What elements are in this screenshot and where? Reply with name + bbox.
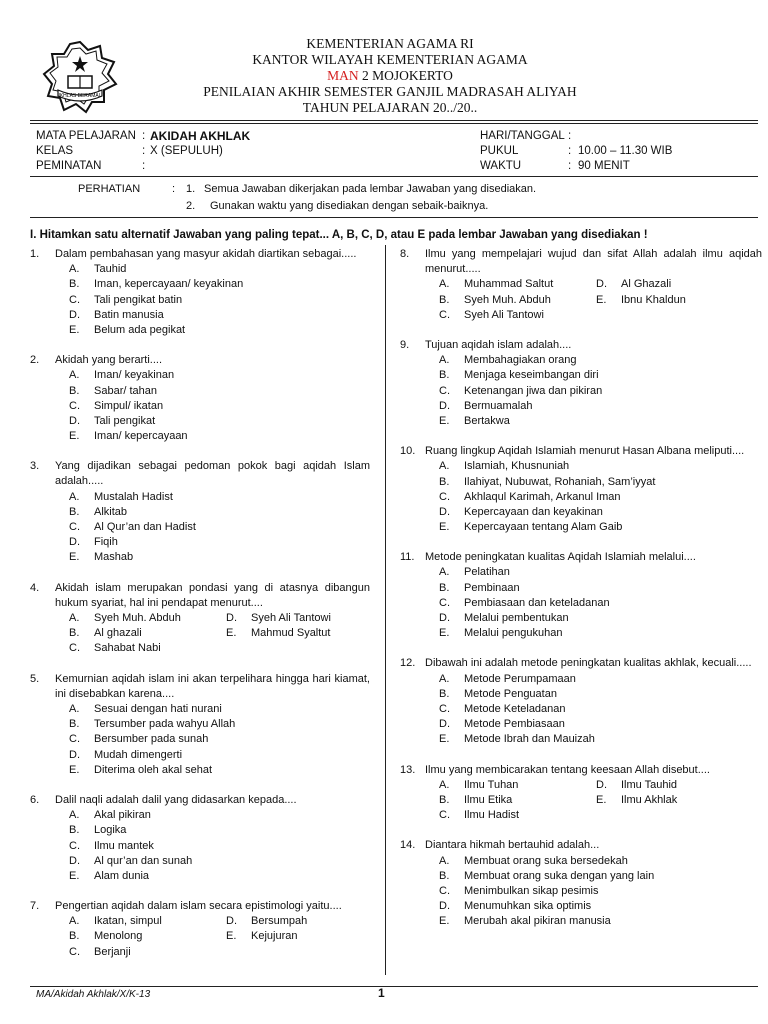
answer-option: A. Islamiah, Khusnuniah (439, 460, 570, 473)
question-4 (30, 581, 370, 657)
question-text: Akidah islam merupakan pondasi yang di atasnya dibangun hukum syariat, hal ini pendapat menurut.... (55, 581, 370, 609)
question-number: 6. (30, 793, 40, 806)
regional-office-title: KANTOR WILAYAH KEMENTERIAN AGAMA (252, 52, 528, 67)
question-11 (400, 550, 762, 641)
answer-option: D. Melalui pembentukan (439, 612, 569, 625)
answer-option: E. Mahmud Syaltut (226, 627, 331, 640)
question-number: 2. (30, 354, 40, 367)
answer-option: C. Ketenangan jiwa dan pikiran (439, 384, 603, 397)
answer-option: C. Tali pengikat batin (69, 293, 183, 306)
questions-right-column (400, 247, 762, 944)
question-number: 1. (30, 248, 40, 260)
question-number: 14. (400, 839, 416, 852)
question-text: Dibawah ini adalah metode peningkatan kualitas akhlak, kecuali..... (425, 657, 752, 670)
exam-header (150, 36, 630, 116)
question-number: 7. (30, 900, 40, 913)
answer-option: E. Kepercayaan tentang Alam Gaib (439, 521, 623, 534)
answer-option: E. Iman/ kepercayaan (69, 430, 188, 443)
question-text: Ruang lingkup Aqidah Islamiah menurut Hasan Albana meliputi.... (425, 445, 745, 458)
answer-option: A. Ilmu Tuhan (439, 778, 519, 791)
answer-option: A. Mustalah Hadist (69, 490, 173, 503)
answer-option: A. Membahagiakan orang (439, 354, 577, 367)
question-text: Akidah yang berarti.... (55, 354, 163, 367)
answer-option: A. Tauhid (69, 263, 127, 276)
answer-option: B. Menolong (69, 930, 143, 943)
academic-year: TAHUN PELAJARAN 20../20.. (302, 100, 478, 115)
column-divider (385, 245, 386, 975)
answer-option: D. Tali pengikat (69, 414, 156, 427)
header-divider-double (30, 123, 758, 124)
answer-option: B. Tersumber pada wahyu Allah (69, 718, 236, 731)
answer-option: C. Akhlaqul Karimah, Arkanul Iman (439, 490, 621, 503)
answer-option: B. Al ghazali (69, 627, 142, 640)
question-12 (400, 656, 762, 747)
subject-value: AKIDAH AKHLAK (150, 129, 251, 143)
question-number: 3. (30, 460, 40, 473)
answer-option: B. Logika (69, 824, 127, 837)
answer-option: C. Bersumber pada sunah (69, 733, 209, 746)
attention-item-2: Gunakan waktu yang disediakan dengan sebaik-baiknya. (210, 200, 489, 212)
school-title: MAN 2 MOJOKERTO (327, 68, 453, 83)
question-text: Kemurnian aqidah islam ini akan terpelihara hingga hari kiamat, ini disebabkan karena.... (55, 672, 370, 700)
footer-code: MA/Akidah Akhlak/X/K-13 (36, 989, 151, 1000)
answer-option: A. Syeh Muh. Abduh (69, 612, 181, 625)
answer-option: D. Kepercayaan dan keyakinan (439, 505, 603, 518)
question-number: 10. (400, 445, 416, 458)
info-divider (30, 176, 758, 177)
answer-option: C. Simpul/ ikatan (69, 399, 164, 412)
question-6 (30, 793, 370, 884)
answer-option: D. Bersumpah (226, 915, 308, 928)
answer-option: B. Syeh Muh. Abduh (439, 293, 551, 306)
question-10 (400, 444, 762, 535)
exam-title: PENILAIAN AKHIR SEMESTER GANJIL MADRASAH ALIYAH (203, 84, 577, 99)
question-text: Ilmu yang membicarakan tentang keesaan Allah disebut.... (425, 763, 710, 776)
answer-option: E. Kejujuran (226, 930, 298, 943)
footer-divider (30, 986, 758, 987)
question-number: 5. (30, 672, 40, 685)
question-text: Diantara hikmah bertauhid adalah... (425, 839, 600, 852)
question-text: Metode peningkatan kualitas Aqidah Islamiah melalui.... (425, 551, 696, 564)
answer-option: C. Ilmu Hadist (439, 809, 520, 822)
ministry-title: KEMENTERIAN AGAMA RI (306, 36, 474, 51)
answer-option: D. Al Ghazali (596, 278, 672, 291)
answer-option: A. Iman/ keyakinan (69, 369, 175, 382)
time-value: 10.00 – 11.30 WIB (578, 145, 673, 157)
answer-option: A. Sesuai dengan hati nurani (69, 703, 222, 715)
answer-option: B. Pembinaan (439, 581, 520, 594)
question-text: Dalam pembahasan yang masyur akidah diartikan sebagai..... (55, 248, 357, 260)
answer-option: A. Pelatihan (439, 566, 510, 579)
answer-option: B. Ilmu Etika (439, 793, 513, 806)
question-number: 8. (400, 248, 410, 260)
answer-option: D. Menumuhkan sika optimis (439, 900, 592, 913)
question-number: 11. (400, 551, 415, 564)
answer-option: A. Muhammad Saltut (439, 278, 554, 291)
attention-divider (30, 217, 758, 218)
question-text: Yang dijadikan sebagai pedoman pokok bagi aqidah Islam adalah..... (55, 460, 370, 488)
answer-option: C. Sahabat Nabi (69, 642, 161, 655)
question-9 (400, 338, 762, 429)
attention-item-1: Semua Jawaban dikerjakan pada lembar Jawaban yang disediakan. (204, 183, 537, 195)
answer-option: E. Alam dunia (69, 869, 150, 882)
answer-option: C. Berjanji (69, 945, 131, 958)
svg-text:IKHLAS BERAMAL: IKHLAS BERAMAL (58, 93, 102, 99)
answer-option: B. Sabar/ tahan (69, 384, 157, 397)
question-number: 13. (400, 763, 416, 776)
answer-option: D. Syeh Ali Tantowi (226, 612, 331, 625)
answer-option: C. Ilmu mantek (69, 839, 154, 852)
questions-left-column (30, 247, 370, 975)
question-number: 4. (30, 581, 40, 594)
answer-option: E. Bertakwa (439, 414, 510, 427)
class-value: X (SEPULUH) (150, 145, 223, 157)
section-instruction: I. Hitamkan satu alternatif Jawaban yang paling tepat... A, B, C, D, atau E pada lembar Jawaban yang disediakan ! (30, 229, 648, 241)
header-divider (30, 120, 758, 121)
answer-option: B. Metode Penguatan (439, 687, 557, 700)
question-2 (30, 353, 370, 444)
answer-option: C. Al Qur’an dan Hadist (69, 521, 196, 534)
answer-option: D. Mudah dimengerti (69, 748, 183, 761)
answer-option: B. Ilahiyat, Nubuwat, Rohaniah, Sam’iyyat (439, 475, 656, 488)
answer-option: E. Merubah akal pikiran manusia (439, 915, 611, 928)
answer-option: E. Ilmu Akhlak (596, 793, 678, 806)
answer-option: E. Metode Ibrah dan Mauizah (439, 733, 595, 746)
answer-option: A. Membuat orang suka bersedekah (439, 854, 628, 867)
answer-option: C. Metode Keteladanan (439, 702, 566, 715)
answer-option: D. Ilmu Tauhid (596, 778, 678, 791)
answer-option: A. Metode Perumpamaan (439, 672, 576, 685)
answer-option: C. Menimbulkan sikap pesimis (439, 884, 599, 897)
question-text: Dalil naqli adalah dalil yang didasarkan kepada.... (55, 793, 297, 806)
answer-option: D. Metode Pembiasaan (439, 718, 565, 731)
answer-option: B. Membuat orang suka dengan yang lain (439, 869, 655, 882)
question-text: Ilmu yang mempelajari wujud dan sifat Allah adalah ilmu aqidah menurut..... (425, 248, 762, 276)
kemenag-logo-icon (42, 40, 118, 116)
answer-option: A. Akal pikiran (69, 809, 151, 822)
answer-option: A. Ikatan, simpul (69, 915, 162, 928)
answer-option: E. Melalui pengukuhan (439, 627, 563, 640)
answer-option: E. Mashab (69, 551, 134, 564)
answer-option: D. Fiqih (69, 536, 118, 549)
answer-option: C. Pembiasaan dan keteladanan (439, 596, 610, 609)
question-1 (30, 247, 370, 338)
answer-option: B. Iman, kepercayaan/ keyakinan (69, 278, 244, 291)
answer-option: E. Belum ada pegikat (69, 323, 186, 336)
question-text: Tujuan aqidah islam adalah.... (425, 338, 572, 351)
exam-page: IKHLAS BERAMAL KEMENTERIAN AGAMA RI KANTOR WILAYAH KEMENTERIAN AGAMA MAN 2 MOJOKERTO PENILAIAN AKHIR SEMESTER GANJIL MADRASAH ALIYAH TAHUN PELAJARAN 20../20.. MATA PELAJARAN : AKIDAH AKHLAK KELAS : X (SEPULUH) PEMINATAN : HARI/TANGGAL : PUKUL : 10.00 – 11.30 WIB WAKTU : 90 MENIT PERHATIAN : 1. Semua Jawaban dikerjakan pada lembar Jawaban yang disediakan. 2. Gunakan waktu yang disediakan dengan sebaik-baiknya. I. Hitamkan satu alternatif Jawaban yang paling tepat... A, B, C, D, atau E pada lembar Jawaban yang disediakan ! 1. Dalam pembahasan yang masyur akidah diartikan sebagai..... A. Tauhid B. Iman, kepercayaan/ keyakinan C. Tali pengikat batin D. Batin manusia E. Belum ada pegikat 2. Akidah yang berarti.... A. Iman/ keyakinan B. Sabar/ tahan C. Simpul/ ikatan D. Tali pengikat E. Iman/ kepercayaan 3. Yang dijadikan sebagai pedoman pokok bagi aqidah Islam adalah..... A. Mustalah Hadist B. Alkitab C. Al Qur’an dan Hadist D. Fiqih E. Mashab 4. Akidah islam merupakan pondasi yang di atasnya dibangun hukum syariat, hal ini pendapat menurut.... A. Syeh Muh. Abduh D. Syeh Ali Tantowi B. Al ghazali E. Mahmud Syaltut C. Sahabat Nabi 5. Kemurnian aqidah islam ini akan terpelihara hingga hari kiamat, ini disebabkan karena.... A. Sesuai dengan hati nurani B. Tersumber pada wahyu Allah C. Bersumber pada sunah D. Mudah dimengerti E. Diterima oleh akal sehat 6. Dalil naqli adalah dalil yang didasarkan kepada.... A. Akal pikiran B. Logika C. Ilmu mantek D. Al qur’an dan sunah E. Alam dunia 7. Pengertian aqidah dalam islam secara epistimologi yaitu.... A. Ikatan, simpul D. Bersumpah B. Menolong E. Kejujuran C. Berjanji 8. Ilmu yang mempelajari wujud dan sifat Allah adalah ilmu aqidah menurut..... A. Muhammad Saltut D. Al Ghazali B. Syeh Muh. Abduh E. Ibnu Khaldun C. Syeh Ali Tantowi 9. Tujuan aqidah islam adalah.... A. Membahagiakan orang B. Menjaga keseimbangan diri C. Ketenangan jiwa dan pikiran D. Bermuamalah E. Bertakwa 10. Ruang lingkup Aqidah Islamiah menurut Hasan Albana meliputi.... A. Islamiah, Khusnuniah B. Ilahiyat, Nubuwat, Rohaniah, Sam’iyyat C. Akhlaqul Karimah, Arkanul Iman D. Kepercayaan dan keyakinan E. Kepercayaan tentang Alam Gaib 11. Metode peningkatan kualitas Aqidah Islamiah melalui.... A. Pelatihan B. Pembinaan C. Pembiasaan dan keteladanan D. Melalui pembentukan E. Melalui pengukuhan 12. Dibawah ini adalah metode peningkatan kualitas akhlak, kecuali..... A. Metode Perumpamaan B. Metode Penguatan C. Metode Keteladanan D. Metode Pembiasaan E. Metode Ibrah dan Mauizah 13. Ilmu yang membicarakan tentang keesaan Allah disebut.... A. Ilmu Tuhan D. Ilmu Tauhid B. Ilmu Etika E. Ilmu Akhlak C. Ilmu Hadist 14. Diantara hikmah bertauhid adalah... A. Membuat orang suka bersedekah B. Membuat orang suka dengan yang lain C. Menimbulkan sikap pesimis D. Menumuhkan sika optimis E. Merubah akal pikiran manusia MA/Akidah Akhlak/X/K-13 1 (30, 36, 762, 1000)
answer-option: D. Al qur’an dan sunah (69, 854, 193, 867)
answer-option: E. Diterima oleh akal sehat (69, 763, 213, 776)
answer-option: C. Syeh Ali Tantowi (439, 308, 544, 321)
question-14 (400, 838, 762, 929)
answer-option: D. Bermuamalah (439, 399, 533, 412)
duration-value: 90 MENIT (578, 160, 630, 172)
page-number: 1 (378, 986, 385, 1000)
question-number: 12. (400, 657, 416, 670)
question-number: 9. (400, 338, 410, 351)
question-7 (30, 899, 370, 960)
question-13 (400, 763, 762, 824)
question-text: Pengertian aqidah dalam islam secara epistimologi yaitu.... (55, 900, 342, 913)
answer-option: D. Batin manusia (69, 308, 164, 321)
question-5 (30, 672, 370, 778)
answer-option: E. Ibnu Khaldun (596, 293, 686, 306)
question-8 (400, 247, 762, 323)
answer-option: B. Menjaga keseimbangan diri (439, 369, 599, 382)
attention-label: PERHATIAN (78, 183, 141, 195)
question-3 (30, 459, 370, 565)
answer-option: B. Alkitab (69, 505, 128, 518)
